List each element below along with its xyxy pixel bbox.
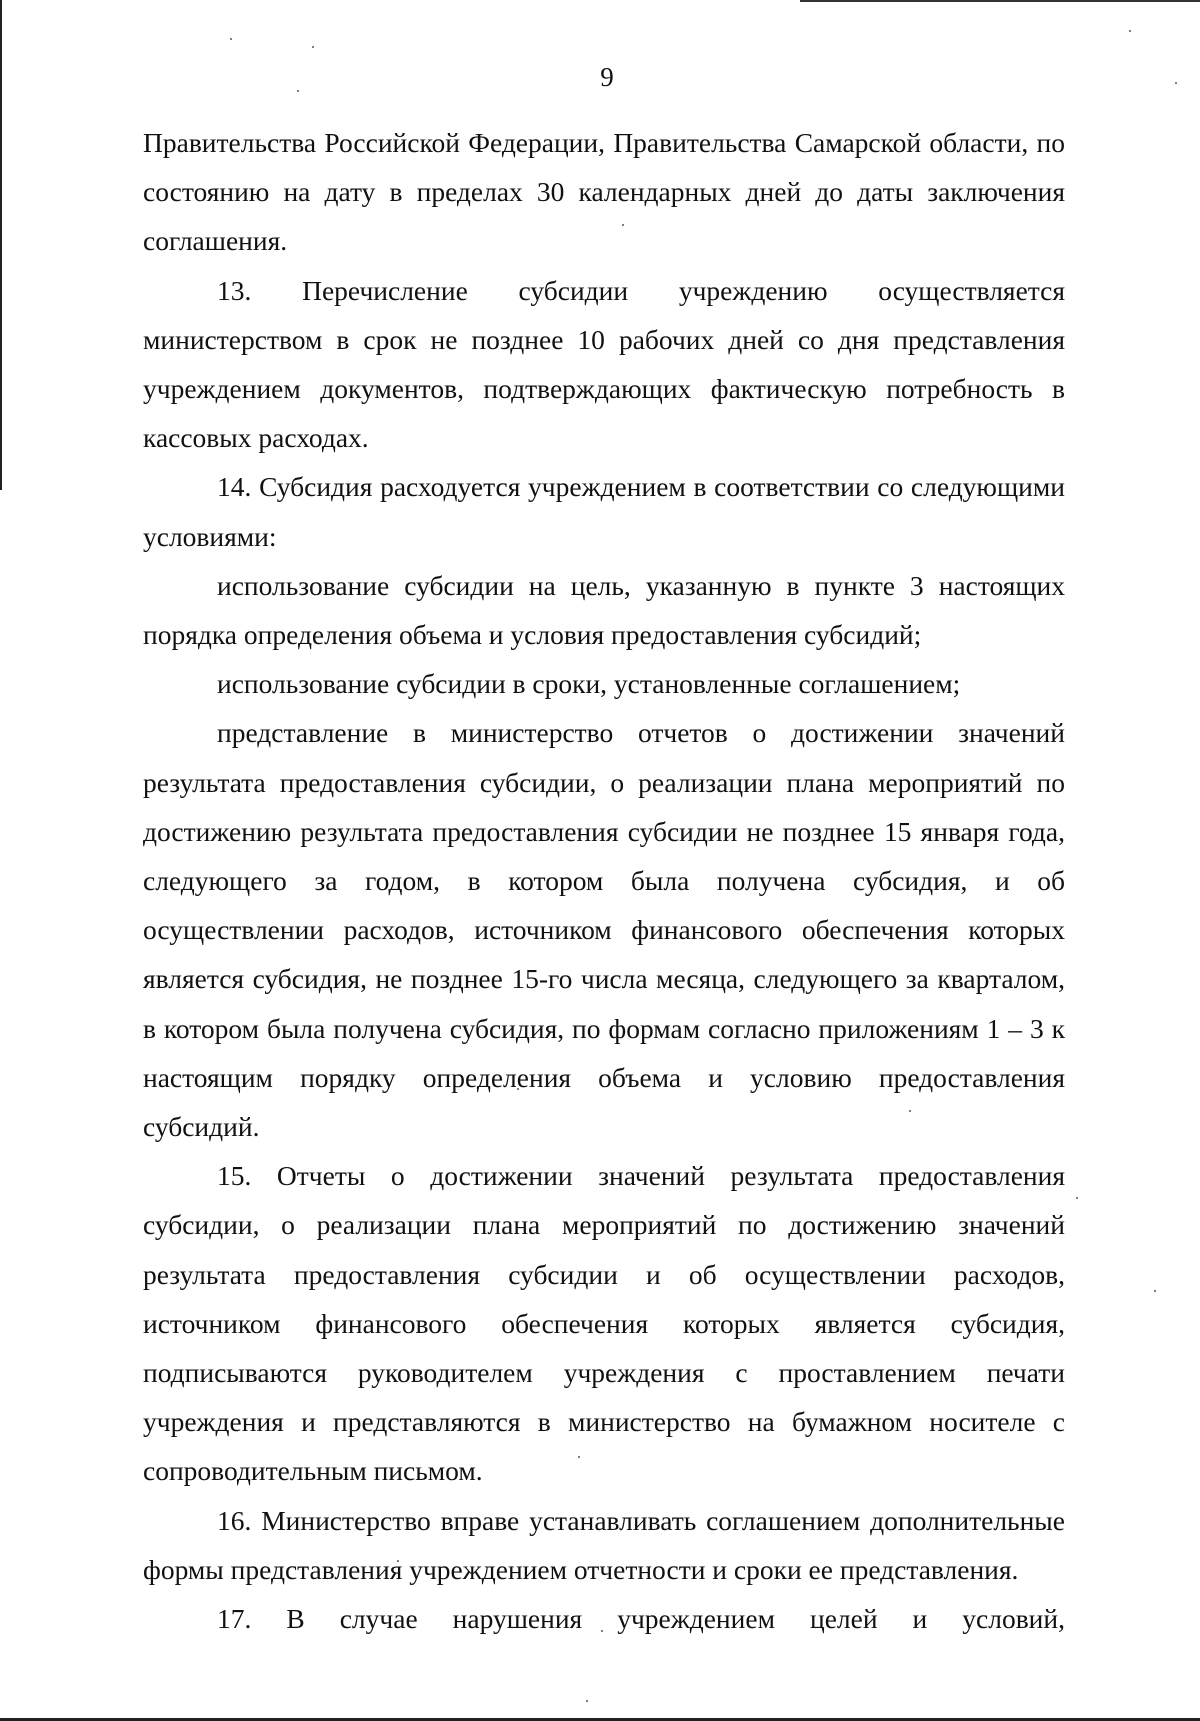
- condition-item-reports: представление в министерство отчетов о достижении значений результата предоставления субсидии, о реализации плана мероприятий по достижению результата предоставления субсидии не позднее 15 января года, следующего за годом, в котором была получена субсидия, и об осуществлении расходов, источником финансового обеспечения которых является субсидия, не позднее 15-го числа месяца, следующего за кварталом, в котором была получена субсидия, по формам согласно приложениям 1 – 3 к настоящим порядку определения объема и условию предоставления субсидий.: [143, 717, 1065, 1143]
- paragraph-13: 13. Перечисление субсидии учреждению осуществляется министерством в срок не позднее 10 рабочих дней со дня представления учреждением документов, подтверждающих фактическую потребность в кассовых расходах.: [143, 274, 1065, 454]
- paragraph-continuation: Правительства Российской Федерации, Правительства Самарской области, по состоянию на дату в пределах 30 календарных дней до даты заключения соглашения.: [143, 127, 1065, 257]
- paragraph-16: 16. Министерство вправе устанавливать соглашением дополнительные формы представления учреждением отчетности и сроки ее представления.: [143, 1504, 1065, 1585]
- condition-item-purpose: использование субсидии на цель, указанную в пункте 3 настоящих порядка определения объема и условия предоставления субсидий;: [143, 569, 1065, 651]
- paragraph-17: 17. В случае нарушения учреждением целей и условий,: [217, 1603, 1065, 1635]
- scan-speck: [586, 1700, 588, 1702]
- paragraph-14: 14. Субсидия расходуется учреждением в соответствии со следующими условиями:: [143, 471, 1065, 552]
- paragraph-15: 15. Отчеты о достижении значений результата предоставления субсидии, о реализации плана мероприятий по достижению значений результата предоставления субсидии и об осуществлении расходов, источником финансового обеспечения которых является субсидия, подписываются руководителем учреждения с проставлением печати учреждения и представляются в министерство на бумажном носителе с сопроводительным письмом.: [143, 1160, 1065, 1487]
- scan-speck: [230, 38, 232, 40]
- page-number: 9: [600, 62, 614, 92]
- scan-speck: [312, 46, 314, 48]
- scan-speck: [1154, 1290, 1156, 1292]
- scan-speck: [1076, 1197, 1078, 1199]
- condition-item-deadlines: использование субсидии в сроки, установленные соглашением;: [217, 668, 961, 700]
- scan-speck: [1129, 30, 1131, 32]
- scan-edge-top: [800, 0, 1200, 2]
- document-body: [143, 118, 1065, 1643]
